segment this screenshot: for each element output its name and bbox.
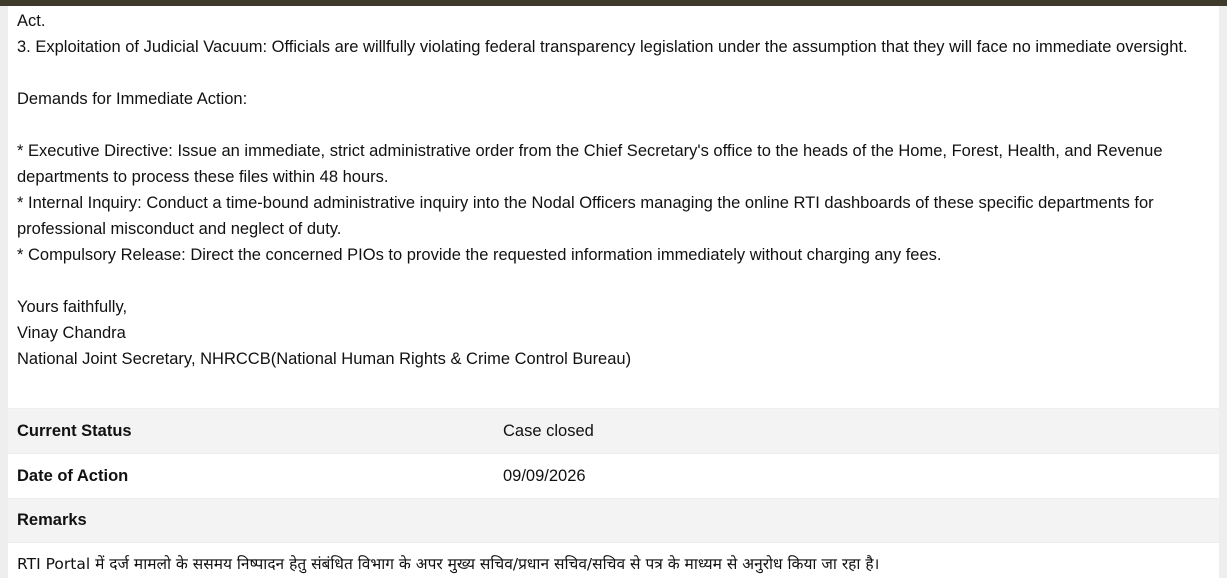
letter-body xyxy=(8,6,1219,408)
remarks-header-row xyxy=(8,499,1219,542)
demand-internal-inquiry: * Internal Inquiry: Conduct a time-bound administrative inquiry into the Nodal Officers managing the online RTI dashboards of these specific departments for professional misconduct and neglect of duty. xyxy=(17,194,1154,238)
current-status-row xyxy=(8,409,1219,453)
demand-executive-directive: * Executive Directive: Issue an immediate, strict administrative order from the Chief Secretary's office to the heads of the Home, Forest, Health, and Revenue departments to process these files within 48 hours. xyxy=(17,142,1163,186)
remarks-label: Remarks xyxy=(17,511,87,529)
date-of-action-label: Date of Action xyxy=(17,466,129,485)
letter-designation: National Joint Secretary, NHRCCB(National Human Rights & Crime Control Bureau) xyxy=(17,350,632,368)
date-of-action-value: 09/09/2026 xyxy=(503,466,586,485)
demands-heading: Demands for Immediate Action: xyxy=(17,90,248,108)
remarks-row xyxy=(8,543,1219,578)
paragraph-gap xyxy=(17,268,1219,294)
letter-point-3: 3. Exploitation of Judicial Vacuum: Officials are willfully violating federal transparency legislation under the assumption that they will face no immediate oversight. xyxy=(17,38,1188,56)
letter-line-act: Act. xyxy=(17,12,46,30)
demand-compulsory-release: * Compulsory Release: Direct the concerned PIOs to provide the requested information immediately without charging any fees. xyxy=(17,246,942,264)
date-of-action-row xyxy=(8,454,1219,498)
letter-closing: Yours faithfully, xyxy=(17,298,128,316)
letter-signatory: Vinay Chandra xyxy=(17,324,126,342)
remarks-value: RTI Portal में दर्ज मामलो के ससमय निष्पादन हेतु संबंधित विभाग के अपर मुख्य सचिव/प्रधान सचिव/सचिव से पत्र के माध्यम से अनुरोध किया जा रहा है। xyxy=(17,555,880,573)
current-status-label: Current Status xyxy=(17,421,132,440)
current-status-value: Case closed xyxy=(503,421,594,440)
paragraph-gap xyxy=(17,60,1219,86)
paragraph-gap xyxy=(17,112,1219,138)
